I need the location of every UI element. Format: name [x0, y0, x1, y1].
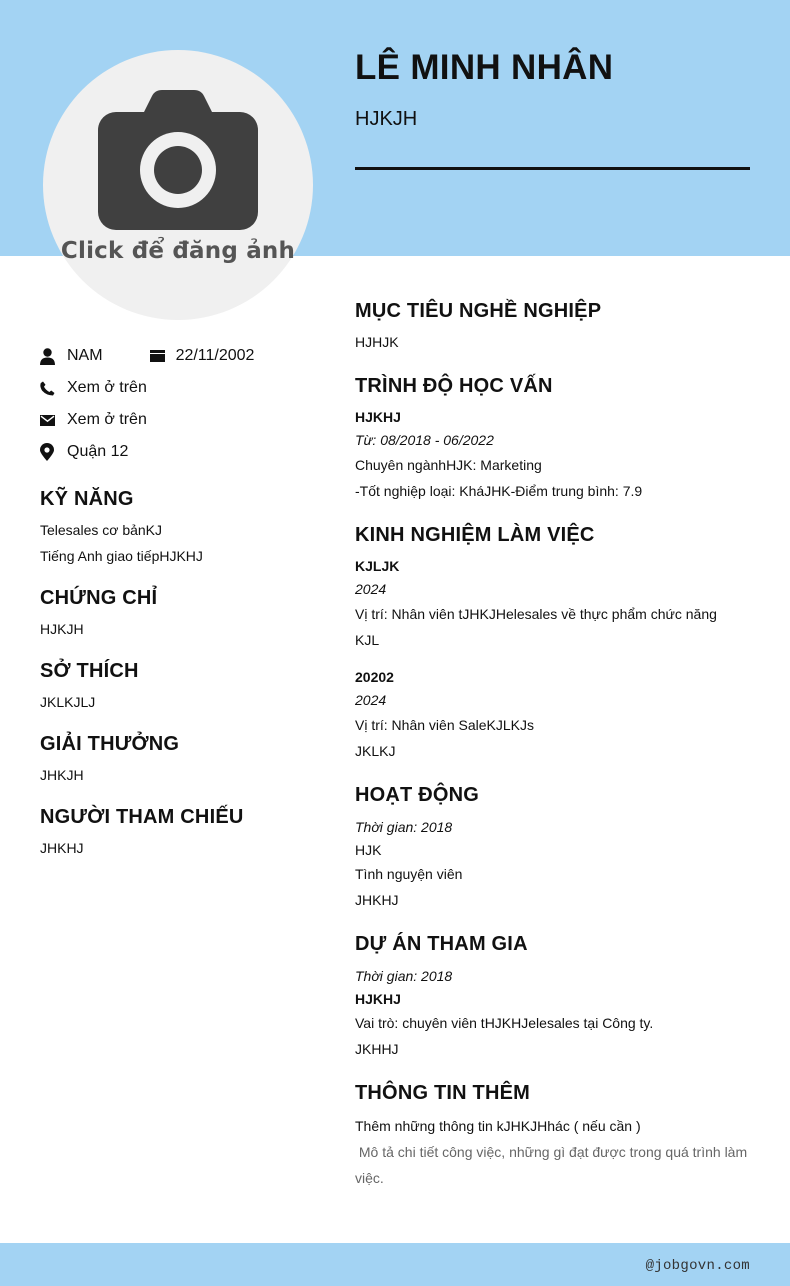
title-divider	[355, 167, 750, 170]
email-value: Xem ở trên	[67, 411, 147, 428]
email-field[interactable]	[40, 404, 320, 436]
experience-section	[355, 524, 755, 764]
project-time[interactable]: Thời gian: 2018	[355, 968, 453, 984]
job-title[interactable]: HJKJH	[355, 108, 418, 130]
footer-band	[0, 1243, 790, 1286]
objective-title: MỤC TIÊU NGHỀ NGHIỆP	[355, 300, 602, 322]
skill-item[interactable]: Telesales cơ bảnKJ	[40, 522, 163, 538]
extra-info-placeholder[interactable]: Mô tả chi tiết công việc, những gì đạt được trong quá trình làm việc.	[355, 1144, 752, 1186]
hobbies-title: SỞ THÍCH	[40, 660, 139, 682]
left-column	[40, 340, 320, 861]
certificates-title: CHỨNG CHỈ	[40, 587, 158, 609]
person-icon	[40, 348, 55, 365]
calendar-icon	[150, 350, 165, 362]
location-pin-icon	[40, 443, 54, 461]
hobbies-section	[40, 660, 320, 715]
gender-field[interactable]	[40, 347, 103, 365]
photo-upload[interactable]	[43, 50, 313, 320]
activity-time[interactable]: Thời gian: 2018	[355, 819, 453, 835]
hobby-item[interactable]: JKLKJLJ	[40, 694, 96, 710]
award-item[interactable]: JHKJH	[40, 767, 84, 783]
skill-item[interactable]: Tiếng Anh giao tiếpHJKHJ	[40, 548, 203, 564]
extra-info-title: THÔNG TIN THÊM	[355, 1082, 531, 1104]
certificates-section	[40, 587, 320, 642]
objective-section	[355, 300, 755, 355]
awards-title: GIẢI THƯỞNG	[40, 733, 180, 755]
camera-icon	[98, 90, 258, 230]
certificate-item[interactable]: HJKJH	[40, 621, 84, 637]
address-field[interactable]	[40, 436, 320, 468]
address-value: Quận 12	[67, 443, 129, 460]
education-period[interactable]: Từ: 08/2018 - 06/2022	[355, 432, 494, 448]
company-name[interactable]: 20202	[355, 669, 394, 685]
job-year[interactable]: 2024	[355, 692, 387, 708]
experience-entry	[355, 666, 755, 764]
education-title: TRÌNH ĐỘ HỌC VẤN	[355, 375, 553, 397]
job-detail[interactable]: JKLKJ	[355, 743, 396, 759]
activity-role[interactable]: Tình nguyện viên	[355, 866, 463, 882]
experience-entry	[355, 555, 755, 653]
envelope-icon	[40, 415, 55, 426]
job-position[interactable]: Vị trí: Nhân viên SaleKJLKJs	[355, 717, 534, 733]
phone-field[interactable]	[40, 372, 320, 404]
education-major[interactable]: Chuyên ngànhHJK: Marketing	[355, 457, 542, 473]
extra-info-text[interactable]: Thêm những thông tin kJHKJHhác ( nếu cần )	[355, 1118, 641, 1134]
photo-upload-label: Click để đăng ảnh	[60, 238, 296, 264]
candidate-name[interactable]: LÊ MINH NHÂN	[355, 48, 614, 87]
projects-section	[355, 933, 755, 1062]
education-section	[355, 375, 755, 504]
reference-item[interactable]: JHKHJ	[40, 840, 84, 856]
project-name[interactable]: HJKHJ	[355, 991, 401, 1007]
job-year[interactable]: 2024	[355, 581, 387, 597]
project-detail[interactable]: JKHHJ	[355, 1041, 399, 1057]
birthday-value: 22/11/2002	[175, 347, 255, 364]
company-name[interactable]: KJLJK	[355, 558, 400, 574]
skills-title: KỸ NĂNG	[40, 488, 134, 510]
right-column	[355, 300, 755, 1191]
phone-icon	[40, 381, 55, 396]
activity-org[interactable]: HJK	[355, 842, 382, 858]
extra-info-section	[355, 1082, 755, 1191]
footer-brand: @jobgovn.com	[645, 1258, 750, 1274]
awards-section	[40, 733, 320, 788]
school-name[interactable]: HJKHJ	[355, 409, 401, 425]
activities-section	[355, 784, 755, 913]
references-section	[40, 806, 320, 861]
activities-title: HOẠT ĐỘNG	[355, 784, 480, 806]
skills-section	[40, 488, 320, 569]
birthday-field[interactable]	[150, 347, 255, 365]
gender-value: NAM	[67, 347, 103, 364]
experience-title: KINH NGHIỆM LÀM VIỆC	[355, 524, 595, 546]
education-grade[interactable]: -Tốt nghiệp loại: KháJHK-Điểm trung bình: 7.9	[355, 483, 643, 499]
projects-title: DỰ ÁN THAM GIA	[355, 933, 528, 955]
job-detail[interactable]: KJL	[355, 632, 380, 648]
references-title: NGƯỜI THAM CHIẾU	[40, 806, 244, 828]
activity-detail[interactable]: JHKHJ	[355, 892, 399, 908]
objective-text[interactable]: HJHJK	[355, 334, 399, 350]
job-position[interactable]: Vị trí: Nhân viên tJHKJHelesales về thực phẩm chức năng	[355, 606, 717, 622]
project-role[interactable]: Vai trò: chuyên viên tHJKHJelesales tại Công ty.	[355, 1015, 654, 1031]
phone-value: Xem ở trên	[67, 379, 147, 396]
